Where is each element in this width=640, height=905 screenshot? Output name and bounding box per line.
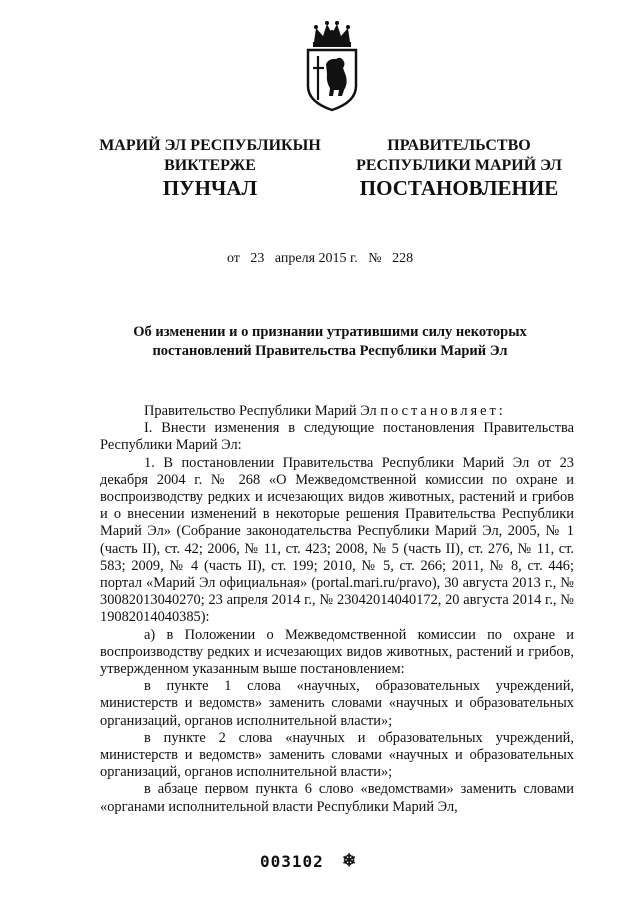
preamble-subject: Правительство Республики Марий Эл xyxy=(144,403,381,419)
paragraph-item-1: 1. В постановлении Правительства Республики Марий Эл от 23 декабря 2004 г. № 268 «О Межведомственной комиссии по охране и воспроизводству редких и исчезающих видов животных, растений и грибов и о внесении изменений в некоторые решения Правительства Республики Марий Эл» (Собрание законодательства Республики Марий Эл, 2005, № 1 (часть II), ст. 42; 2006, № 11, ст. 423; 2008, № 5 (часть II), ст. 276, № 11, ст. 583; 2009, № 4 (часть II), ст. 199; 2010, № 5, ст. 266; 2011, № 8, ст. 446; портал «Марий Эл официальная» (portal.mari.ru/pravo), 30 августа 2013 г., № 30082013040270; 23 апреля 2014 г., № 23042014040172, 20 августа 2014 г., № 19082014040385): xyxy=(100,454,574,626)
paragraph-preamble xyxy=(100,403,574,420)
snowflake-mark-icon: ❄ xyxy=(342,851,357,870)
document-number: 228 xyxy=(392,251,414,266)
crown-icon xyxy=(313,21,351,47)
title-line1: Об изменении и о признании утратившими силу некоторых xyxy=(133,324,527,340)
form-serial-number: 003102 xyxy=(260,852,324,871)
header-right-line2: РЕСПУБЛИКИ МАРИЙ ЭЛ xyxy=(356,157,562,174)
date-day: 23 xyxy=(250,251,265,266)
header-left-line2: ВИКТЕРЖЕ xyxy=(164,157,256,174)
paragraph-subitem-a: а) в Положении о Межведомственной комиссии по охране и воспроизводству редких и исчезающих видов животных, растений и грибов, утвержденном указанным выше постановлением: xyxy=(100,626,574,678)
header-right xyxy=(356,136,562,176)
document-body xyxy=(100,403,574,816)
header-left xyxy=(92,136,328,176)
document-date-line xyxy=(0,251,640,267)
title-line2: постановлений Правительства Республики Марий Эл xyxy=(152,343,508,359)
document-title xyxy=(100,323,560,361)
act-type-right: ПОСТАНОВЛЕНИЕ xyxy=(359,176,559,200)
number-label: № xyxy=(368,251,382,266)
paragraph-point-6: в абзаце первом пункта 6 слово «ведомствами» заменить словами «органами исполнительной власти Республики Марий Эл, xyxy=(100,781,574,815)
paragraph-point-2: в пункте 2 слова «научных и образовательных учреждений, министерств и ведомств» заменить словами «научных и образовательных организаций, органов исполнительной власти»; xyxy=(100,729,574,781)
date-prefix: от xyxy=(226,251,240,266)
paragraph-point-1: в пункте 1 слова «научных, образовательных учреждений, министерств и ведомств» заменить словами «научных и образовательных организаций, органов исполнительной власти»; xyxy=(100,678,574,729)
paragraph-section-1: I. Внести изменения в следующие постановления Правительства Республики Марий Эл: xyxy=(100,420,574,454)
date-month-year: апреля 2015 г. xyxy=(274,251,358,266)
coat-of-arms-emblem xyxy=(296,20,368,112)
header-left-line1: МАРИЙ ЭЛ РЕСПУБЛИКЫН xyxy=(99,137,321,154)
act-type-left: ПУНЧАЛ xyxy=(162,176,258,200)
preamble-verb: постановляет: xyxy=(380,403,506,419)
header-right-line1: ПРАВИТЕЛЬСТВО xyxy=(387,137,531,154)
